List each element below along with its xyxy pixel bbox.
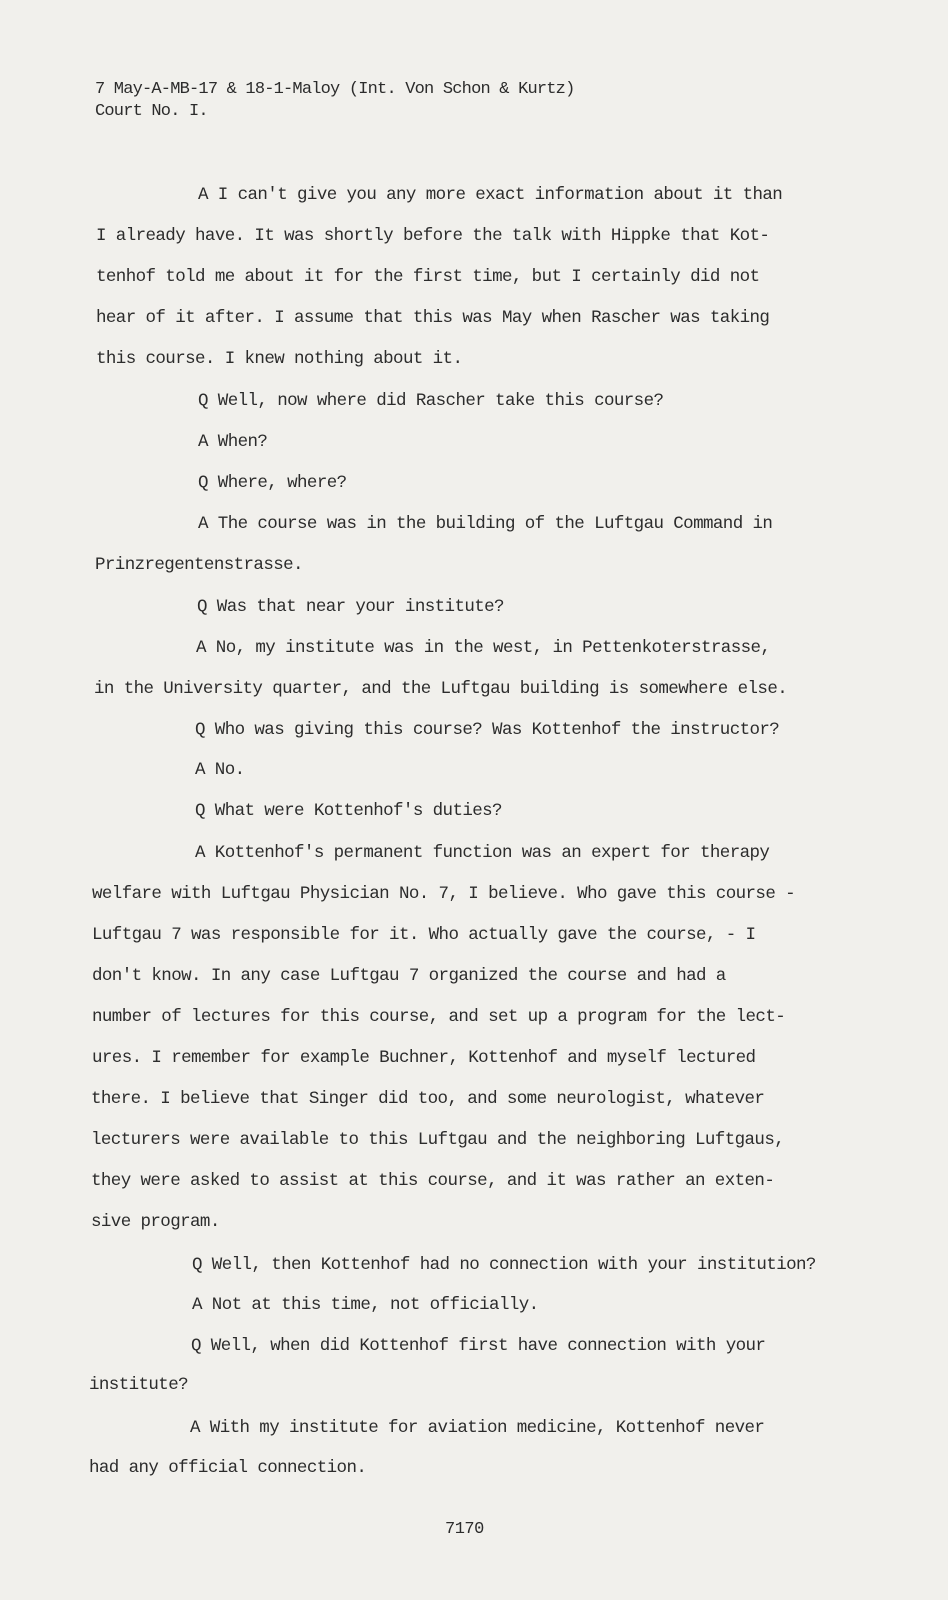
body-line: sive program.	[91, 1212, 220, 1232]
body-line: Q Was that near your institute?	[197, 597, 504, 617]
body-line: A I can't give you any more exact information about it than	[198, 185, 783, 205]
body-line: Prinzregentenstrasse.	[95, 555, 303, 575]
body-line: A Not at this time, not officially.	[192, 1295, 539, 1315]
body-line: Q Well, now where did Rascher take this course?	[198, 391, 664, 411]
body-line: had any official connection.	[89, 1458, 367, 1478]
body-line: A With my institute for aviation medicine, Kottenhof never	[190, 1418, 765, 1438]
body-line: Q Where, where?	[198, 473, 347, 493]
body-line: A No.	[195, 760, 245, 780]
body-line: Q Who was giving this course? Was Kottenhof the instructor?	[195, 720, 780, 740]
body-line: Q What were Kottenhof's duties?	[195, 801, 502, 821]
body-line: number of lectures for this course, and set up a program for the lect-	[92, 1007, 786, 1027]
body-line: A Kottenhof's permanent function was an expert for therapy	[195, 843, 770, 863]
body-line: A When?	[198, 432, 268, 452]
header-line-1: 7 May-A-MB-17 & 18-1-Maloy (Int. Von Schon & Kurtz)	[95, 80, 575, 99]
body-line: lecturers were available to this Luftgau and the neighboring Luftgaus,	[91, 1130, 785, 1150]
body-line: hear of it after. I assume that this was May when Rascher was taking	[96, 308, 770, 328]
body-line: A No, my institute was in the west, in Pettenkoterstrasse,	[196, 638, 771, 658]
body-line: in the University quarter, and the Luftgau building is somewhere else.	[94, 679, 788, 699]
body-line: this course. I knew nothing about it.	[96, 349, 463, 369]
body-line: tenhof told me about it for the first time, but I certainly did not	[96, 267, 760, 287]
body-line: I already have. It was shortly before the talk with Hippke that Kot-	[96, 226, 770, 246]
header-line-2: Court No. I.	[95, 102, 208, 121]
body-line: institute?	[89, 1375, 189, 1395]
body-line: don't know. In any case Luftgau 7 organized the course and had a	[92, 966, 726, 986]
body-line: Q Well, when did Kottenhof first have connection with your	[191, 1336, 766, 1356]
body-line: Luftgau 7 was responsible for it. Who actually gave the course, - I	[92, 925, 756, 945]
body-line: they were asked to assist at this course, and it was rather an exten-	[91, 1171, 775, 1191]
body-line: there. I believe that Singer did too, and some neurologist, whatever	[91, 1089, 765, 1109]
body-line: ures. I remember for example Buchner, Kottenhof and myself lectured	[92, 1048, 756, 1068]
body-line: Q Well, then Kottenhof had no connection with your institution?	[192, 1255, 816, 1275]
page-number: 7170	[445, 1520, 484, 1539]
body-line: A The course was in the building of the Luftgau Command in	[198, 514, 773, 534]
body-line: welfare with Luftgau Physician No. 7, I believe. Who gave this course -	[92, 884, 796, 904]
